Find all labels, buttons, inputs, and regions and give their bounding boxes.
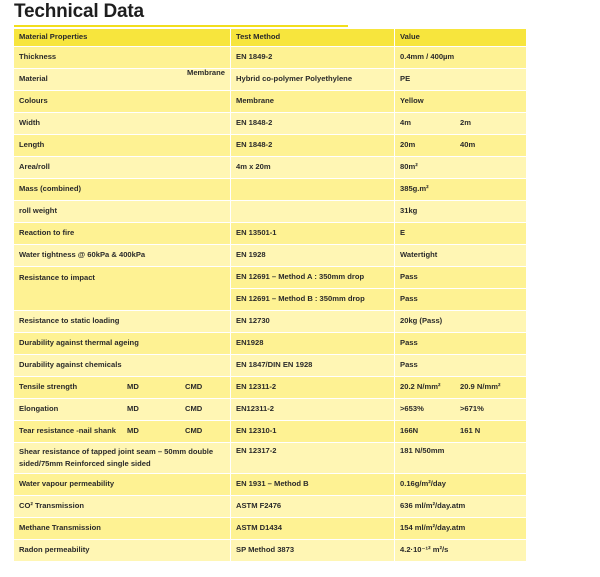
table-row	[14, 46, 526, 68]
table-row	[14, 376, 526, 398]
row-property: Area/roll	[14, 156, 231, 178]
row-property: roll weight	[14, 200, 231, 222]
value-second: 40m	[460, 140, 476, 149]
value-first: 4m	[400, 118, 411, 127]
row-test-method	[231, 200, 395, 222]
row-value: 636 ml/m²/day.atm	[395, 495, 526, 517]
row-property: Radon permeability	[14, 539, 231, 561]
cmd-label: CMD	[185, 426, 203, 435]
md-label: MD	[127, 426, 139, 435]
row-property: Width	[14, 112, 231, 134]
row-test-method: EN 1849-2	[231, 46, 395, 68]
row-property	[14, 398, 231, 420]
table-row	[14, 495, 526, 517]
table-row	[14, 200, 526, 222]
value-md: 20.2 N/mm²	[400, 382, 441, 391]
row-test-method: EN12311-2	[231, 398, 395, 420]
row-value: 20kg (Pass)	[395, 310, 526, 332]
row-test-method: EN 1848-2	[231, 112, 395, 134]
value-cmd: 20.9 N/mm²	[460, 382, 501, 391]
value-second: 2m	[460, 118, 471, 127]
row-test-method: ASTM F2476	[231, 495, 395, 517]
row-test-method: EN 12691 – Method A : 350mm drop	[231, 266, 395, 288]
row-property: Mass (combined)	[14, 178, 231, 200]
row-property: Colours	[14, 90, 231, 112]
row-value: 181 N/50mm	[395, 442, 526, 473]
row-test-method	[231, 178, 395, 200]
md-label: MD	[127, 382, 139, 391]
header-value: Value	[395, 29, 526, 46]
row-property: Thickness	[14, 46, 231, 68]
value-md: >653%	[400, 404, 424, 413]
row-property: Durability against thermal ageing	[14, 332, 231, 354]
row-test-method: EN 13501-1	[231, 222, 395, 244]
row-value: 80m²	[395, 156, 526, 178]
row-property: CO² Transmission	[14, 495, 231, 517]
row-property: Durability against chemicals	[14, 354, 231, 376]
table-row	[14, 244, 526, 266]
table-row	[14, 178, 526, 200]
row-value: 0.16g/m²/day	[395, 473, 526, 495]
table-row	[14, 156, 526, 178]
table-row	[14, 420, 526, 442]
row-test-method: SP Method 3873	[231, 539, 395, 561]
row-value: Pass	[395, 354, 526, 376]
row-property: Reaction to fire	[14, 222, 231, 244]
row-property: Water vapour permeability	[14, 473, 231, 495]
value-cmd: 161 N	[460, 426, 481, 435]
title-underline	[14, 25, 348, 27]
table-row	[14, 398, 526, 420]
table-row	[14, 332, 526, 354]
property-label: Tear resistance -nail shank	[19, 426, 116, 435]
cmd-label: CMD	[185, 382, 203, 391]
row-test-method: ASTM D1434	[231, 517, 395, 539]
table-row	[14, 517, 526, 539]
table-row	[14, 473, 526, 495]
header-test-method: Test Method	[231, 29, 395, 46]
table-header-row	[14, 29, 526, 46]
cmd-label: CMD	[185, 404, 203, 413]
row-value	[395, 376, 526, 398]
row-property: Material	[14, 68, 231, 90]
row-test-method: EN 1848-2	[231, 134, 395, 156]
property-label: Elongation	[19, 404, 59, 413]
row-property: Methane Transmission	[14, 517, 231, 539]
table-row	[14, 310, 526, 332]
row-test-method: EN 1847/DIN EN 1928	[231, 354, 395, 376]
row-value	[395, 112, 526, 134]
row-property: Length	[14, 134, 231, 156]
row-test-method: EN1928	[231, 332, 395, 354]
row-test-method: EN 12310-1	[231, 420, 395, 442]
row-value: 154 ml/m²/day.atm	[395, 517, 526, 539]
row-value: 385g.m²	[395, 178, 526, 200]
table-row	[14, 266, 526, 288]
row-value: Pass	[395, 266, 526, 288]
row-property	[14, 376, 231, 398]
table-row	[14, 112, 526, 134]
md-label: MD	[127, 404, 139, 413]
row-test-method: EN 12311-2	[231, 376, 395, 398]
row-test-method: EN 1931 – Method B	[231, 473, 395, 495]
row-property: Resistance to impact	[14, 266, 231, 310]
table-row	[14, 354, 526, 376]
row-value: 0.4mm / 400µm	[395, 46, 526, 68]
property-label: Tensile strength	[19, 382, 78, 391]
table-row	[14, 90, 526, 112]
table-row	[14, 68, 526, 90]
row-property	[14, 420, 231, 442]
header-material-properties: Material Properties	[14, 29, 231, 46]
row-value: E	[395, 222, 526, 244]
technical-data-table	[14, 29, 526, 562]
membrane-label: Membrane	[187, 68, 225, 77]
row-property: Water tightness @ 60kPa & 400kPa	[14, 244, 231, 266]
row-property: Resistance to static loading	[14, 310, 231, 332]
row-test-method: EN 12691 – Method B : 350mm drop	[231, 288, 395, 310]
row-value: Pass	[395, 288, 526, 310]
row-test-method: 4m x 20m	[231, 156, 395, 178]
table-row	[14, 134, 526, 156]
row-value: Pass	[395, 332, 526, 354]
row-test-method: EN 1928	[231, 244, 395, 266]
row-test-method: EN 12317-2	[231, 442, 395, 473]
row-value: PE	[395, 68, 526, 90]
row-value	[395, 420, 526, 442]
page-title: Technical Data	[14, 1, 144, 22]
row-value	[395, 398, 526, 420]
table-row	[14, 442, 526, 473]
row-value: Watertight	[395, 244, 526, 266]
row-test-method: EN 12730	[231, 310, 395, 332]
row-value: 31kg	[395, 200, 526, 222]
row-test-method: Hybrid co-polymer Polyethylene	[231, 68, 395, 90]
table-row	[14, 539, 526, 561]
value-cmd: >671%	[460, 404, 484, 413]
row-value: Yellow	[395, 90, 526, 112]
value-first: 20m	[400, 140, 416, 149]
row-property: Shear resistance of tapped joint seam – 50mm double sided/75mm Reinforced single sided	[14, 442, 231, 473]
table-row	[14, 222, 526, 244]
row-value	[395, 134, 526, 156]
value-md: 166N	[400, 426, 419, 435]
row-test-method: Membrane	[231, 90, 395, 112]
row-value: 4.2·10⁻¹² m²/s	[395, 539, 526, 561]
